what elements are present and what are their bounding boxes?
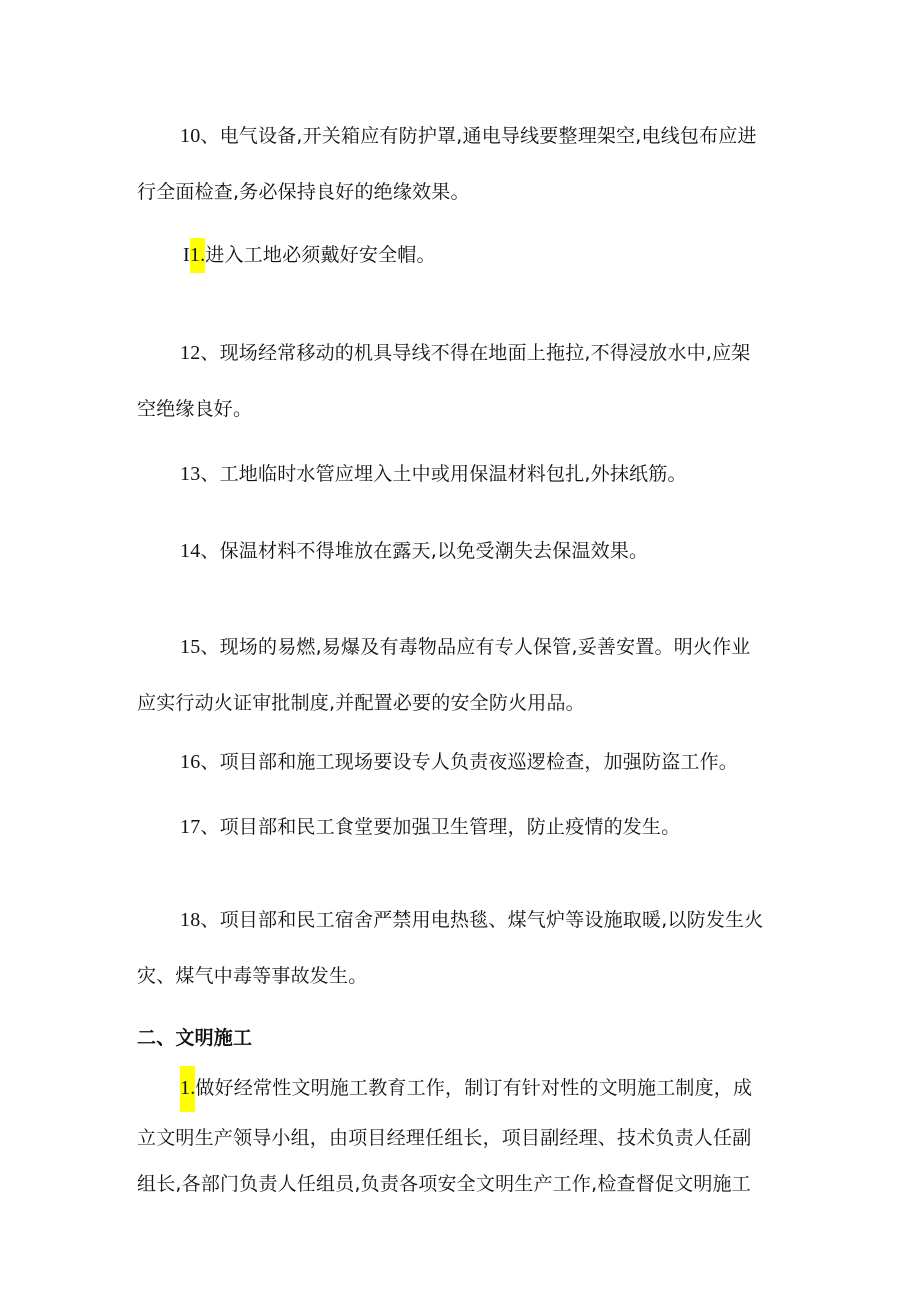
item-separator: 、 <box>200 909 220 931</box>
item-number: 10 <box>180 125 201 147</box>
section-heading: 二、文明施工 <box>137 1027 253 1049</box>
item-text: 保温材料不得堆放在露天,以免受潮失去保温效果。 <box>219 540 649 562</box>
item-text: 项目部和民工宿舍严禁用电热毯、煤气炉等设施取暖,以防发生火 <box>219 909 764 931</box>
item-17-line-1 <box>180 815 680 839</box>
item-text: 项目部和施工现场要设专人负责夜巡逻检查，加强防盗工作。 <box>219 751 739 773</box>
item-number: 16 <box>180 751 201 773</box>
item-separator: 、 <box>200 636 220 658</box>
item-18-line-2: 灾、煤气中毒等事故发生。 <box>137 965 368 987</box>
item-number: 14 <box>180 540 201 562</box>
item-18-line-1 <box>180 908 763 932</box>
item-separator: 、 <box>200 816 220 838</box>
item-text: 项目部和民工食堂要加强卫生管理，防止疫情的发生。 <box>219 816 681 838</box>
item-number: 15 <box>180 636 201 658</box>
item-12-line-2: 空绝缘良好。 <box>137 398 253 420</box>
item-separator: 、 <box>200 540 220 562</box>
item-separator: 、 <box>200 342 220 364</box>
item-12-line-1 <box>180 341 751 365</box>
item-16-line-1 <box>180 750 738 774</box>
item-number: 12 <box>180 342 201 364</box>
item-text: 现场经常移动的机具导线不得在地面上拖拉,不得浸放水中,应架 <box>219 342 751 364</box>
item-10-line-1 <box>180 124 757 148</box>
item-number: 17 <box>180 816 201 838</box>
item-number: 13 <box>180 463 201 485</box>
item-text: 工地临时水管应埋入土中或用保温材料包扎,外抹纸筋。 <box>219 463 687 485</box>
item-14-line-1 <box>180 539 648 563</box>
highlighted-number: 1. <box>190 238 205 273</box>
item-text: 现场的易燃,易爆及有毒物品应有专人保管,妥善安置。明火作业 <box>219 636 751 658</box>
highlighted-number: 1. <box>180 1066 195 1112</box>
item-15-line-1 <box>180 635 751 659</box>
item-15-line-2: 应实行动火证审批制度,并配置必要的安全防火用品。 <box>137 692 585 714</box>
section-p1-line-3: 组长,各部门负责人任组员,负责各项安全文明生产工作,检查督促文明施工 <box>137 1173 751 1195</box>
item-number-prefix: I <box>183 244 190 266</box>
item-11-line-1 <box>183 243 436 273</box>
section-p1-line-2: 立文明生产领导小组，由项目经理任组长，项目副经理、技术负责人任副 <box>137 1127 752 1149</box>
item-separator: 、 <box>200 463 220 485</box>
item-text: 电气设备,开关箱应有防护罩,通电导线要整理架空,电线包布应进 <box>219 125 757 147</box>
item-separator: 、 <box>200 751 220 773</box>
section-p1-line-1 <box>180 1076 752 1112</box>
item-13-line-1 <box>180 462 687 486</box>
item-text: 进入工地必须戴好安全帽。 <box>205 244 436 266</box>
item-number: 18 <box>180 909 201 931</box>
item-10-line-2: 行全面检查,务必保持良好的绝缘效果。 <box>137 181 470 203</box>
paragraph-text: 做好经常性文明施工教育工作，制订有针对性的文明施工制度，成 <box>195 1077 753 1099</box>
item-separator: 、 <box>200 125 220 147</box>
